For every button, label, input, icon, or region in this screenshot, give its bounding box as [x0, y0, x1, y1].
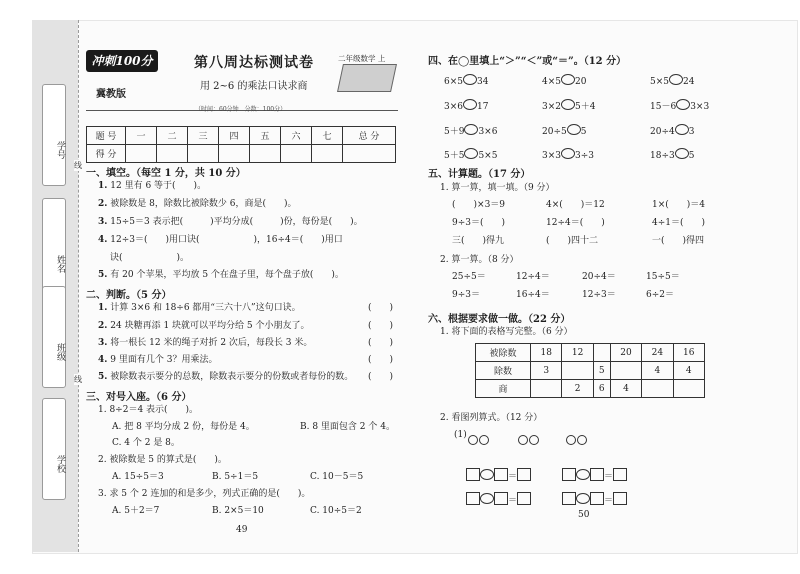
choice-option[interactable]: A. 5＋2＝7 [112, 506, 160, 516]
question-text: 被除数表示要分的总数，除数表示要分的份数或者每份的数。 [110, 372, 354, 382]
number-box-icon[interactable] [590, 492, 604, 505]
question-item [98, 234, 343, 246]
question-item [98, 180, 206, 192]
equation-blank-row[interactable]: ＝ [562, 488, 627, 507]
table-input-cell[interactable] [642, 380, 673, 398]
student-number-tab [42, 84, 66, 186]
table-cell: 被除数 [476, 344, 531, 362]
question-text: 15÷5＝3 表示把( )平均分成( )份，每份是( )。 [110, 217, 363, 227]
fill-in-item[interactable]: ( )×3＝9 [452, 200, 506, 210]
answer-blank[interactable]: ( ) [368, 338, 394, 348]
comparison-right: 5×5 [478, 151, 498, 161]
number-box-icon[interactable] [517, 468, 531, 481]
question-number: 4. [98, 355, 108, 365]
comparison-left: 3×3 [542, 151, 561, 161]
question-text: 有 20 个苹果，平均放 5 个在盘子里，每个盘子放( )。 [110, 270, 344, 280]
comparison-circle-icon[interactable] [669, 74, 683, 85]
comparison-circle-icon[interactable] [675, 124, 689, 135]
comparison-item [542, 148, 594, 162]
table-row [476, 380, 705, 398]
number-box-icon[interactable] [590, 468, 604, 481]
table-input-cell[interactable] [562, 362, 593, 380]
name-label: 姓名 [55, 255, 65, 273]
operator-circle-icon[interactable] [480, 469, 494, 480]
score-input-cell[interactable] [250, 145, 281, 163]
score-table-cell: 二 [157, 127, 188, 145]
table-cell: 16 [673, 344, 704, 362]
choice-option[interactable]: C. 10－5＝5 [310, 472, 364, 482]
question-number: 5. [98, 270, 108, 280]
comparison-right: 20 [575, 77, 587, 87]
comparison-circle-icon[interactable] [567, 124, 581, 135]
table-input-cell[interactable] [531, 380, 562, 398]
comparison-item [444, 148, 497, 162]
question-number: 3. [98, 338, 108, 348]
choice-option[interactable]: B. 5÷1＝5 [212, 472, 259, 482]
page-number: 50 [578, 510, 590, 520]
question-item [98, 198, 296, 210]
division-table [475, 343, 705, 398]
number-box-icon[interactable] [466, 468, 480, 481]
comparison-item [650, 74, 694, 88]
slate-illustration-icon [337, 64, 397, 92]
operator-circle-icon[interactable] [576, 493, 590, 504]
comparison-left: 20÷4 [650, 127, 675, 137]
comparison-left: 6×5 [444, 77, 463, 87]
comparison-right: 3×6 [478, 127, 498, 137]
name-tab [42, 198, 66, 300]
comparison-item [650, 148, 694, 162]
question-text: 9 里面有几个 3？用乘法。 [110, 355, 218, 365]
score-input-cell[interactable] [343, 145, 396, 163]
answer-blank[interactable]: ( ) [368, 372, 394, 382]
question-text: 将一根长 12 米的绳子对折 2 次后，每段长 3 米。 [110, 338, 313, 348]
equation-blank-row[interactable]: ＝ [466, 488, 531, 507]
comparison-right: 3×3 [690, 102, 710, 112]
comparison-right: 17 [477, 102, 489, 112]
fill-in-item[interactable]: 4×( )＝12 [546, 200, 605, 210]
judgement-item [98, 320, 310, 332]
table-cell: 4 [610, 380, 641, 398]
section-6-heading: 六、根据要求做一做。（22 分） [428, 314, 571, 325]
table-cell: 24 [642, 344, 673, 362]
score-table-cell: 得 分 [87, 145, 126, 163]
score-table-score-row [87, 145, 396, 163]
choice-option[interactable]: A. 15÷5＝3 [112, 472, 164, 482]
fill-in-item[interactable]: 一( )得四 [652, 236, 705, 246]
picture-question-label: (1) [454, 430, 467, 440]
cut-line-label: 线 [74, 161, 82, 170]
circle-group-icon [518, 430, 540, 449]
comparison-circle-icon[interactable] [463, 99, 477, 110]
score-input-cell[interactable] [219, 145, 250, 163]
score-table-cell: 四 [219, 127, 250, 145]
section-4-heading: 四、在◯里填上“＞”“＜”或“＝”。（12 分） [428, 56, 627, 67]
calculation-item[interactable]: 15÷5＝ [646, 272, 680, 282]
table-cell: 4 [673, 362, 704, 380]
section-3-heading: 三、对号入座。（6 分） [86, 392, 192, 403]
operator-circle-icon[interactable] [576, 469, 590, 480]
table-cell: 商 [476, 380, 531, 398]
student-number-label: 学号 [55, 141, 65, 159]
edition-label: 冀教版 [96, 89, 126, 100]
section-2-heading: 二、判断。（5 分） [86, 290, 172, 301]
score-table-cell: 六 [281, 127, 312, 145]
question-number: 1. [98, 303, 108, 313]
judgement-item [98, 337, 312, 349]
comparison-circle-icon[interactable] [463, 74, 477, 85]
score-input-cell[interactable] [188, 145, 219, 163]
score-table-cell: 五 [250, 127, 281, 145]
answer-blank[interactable]: ( ) [368, 321, 394, 331]
comparison-right: 5 [580, 127, 587, 137]
choice-question: 3. 求 5 个 2 连加的和是多少，列式正确的是( )。 [98, 489, 311, 499]
score-table-cell: 题 号 [87, 127, 126, 145]
table-input-cell[interactable] [593, 344, 610, 362]
choice-question: 2. 被除数是 5 的算式是( )。 [98, 455, 227, 465]
table-cell: 5 [593, 362, 610, 380]
circle-group-icon [566, 430, 588, 449]
table-input-cell[interactable] [610, 362, 641, 380]
comparison-right: 34 [477, 77, 489, 87]
number-box-icon[interactable] [562, 468, 576, 481]
score-table-cell: 一 [126, 127, 157, 145]
section-1-heading: 一、填空。（每空 1 分，共 10 分） [86, 168, 246, 179]
answer-blank[interactable]: ( ) [368, 303, 394, 313]
score-table-cell: 七 [312, 127, 343, 145]
comparison-circle-icon[interactable] [561, 99, 575, 110]
calculation-item[interactable]: 6÷2＝ [646, 290, 674, 300]
section-5-heading: 五、计算题。（17 分） [428, 169, 531, 180]
fill-in-item[interactable]: 4÷1＝( ) [652, 218, 706, 228]
table-row [476, 362, 705, 380]
question-number: 4. [98, 235, 108, 245]
table-input-cell[interactable] [673, 380, 704, 398]
brand-logo: 冲刺100分 [86, 50, 158, 72]
page-number: 49 [236, 525, 248, 535]
question-item [98, 216, 363, 228]
fill-in-item[interactable]: ( )四十二 [546, 236, 599, 246]
table-cell: 18 [531, 344, 562, 362]
comparison-circle-icon[interactable] [464, 148, 478, 159]
comparison-left: 18÷3 [650, 151, 675, 161]
comparison-item [650, 99, 709, 113]
fill-in-item[interactable]: 12÷4＝( ) [546, 218, 605, 228]
comparison-item [444, 74, 488, 88]
judgement-item [98, 354, 217, 366]
score-table [86, 126, 396, 163]
comparison-circle-icon[interactable] [676, 99, 690, 110]
number-box-icon[interactable] [494, 468, 508, 481]
operator-circle-icon[interactable] [480, 493, 494, 504]
class-tab [42, 286, 66, 388]
grade-tag: 二年级数学 上 [338, 54, 386, 63]
score-table-cell: 三 [188, 127, 219, 145]
comparison-right: 3÷3 [575, 151, 594, 161]
calculation-item[interactable]: 20÷4＝ [582, 272, 616, 282]
fill-in-item[interactable]: 三( )得九 [452, 236, 505, 246]
table-cell: 20 [610, 344, 641, 362]
question-text: 24 块糖再添 1 块就可以平均分给 5 个小朋友了。 [110, 321, 310, 331]
choice-option[interactable]: C. 10÷5＝2 [310, 506, 362, 516]
calculation-item[interactable]: 16÷4＝ [516, 290, 550, 300]
comparison-item [650, 124, 694, 138]
comparison-left: 5×5 [650, 77, 669, 87]
choice-option[interactable]: A. 把 8 平均分成 2 份，每份是 4。 [112, 422, 255, 432]
class-label: 班级 [55, 343, 65, 361]
question-text: 被除数是 8，除数比被除数少 6，商是( )。 [110, 199, 297, 209]
table-row [476, 344, 705, 362]
comparison-circle-icon[interactable] [561, 74, 575, 85]
comparison-circle-icon[interactable] [464, 124, 478, 135]
comparison-right: 5＋4 [575, 102, 596, 112]
number-box-icon[interactable] [466, 492, 480, 505]
score-input-cell[interactable] [281, 145, 312, 163]
comparison-right: 5 [688, 151, 695, 161]
table-cell: 除数 [476, 362, 531, 380]
comparison-left: 4×5 [542, 77, 561, 87]
question-text: 12÷3＝( )用口诀( )，16÷4＝( )用口 [110, 235, 343, 245]
equation-blank-row[interactable]: ＝ [466, 464, 531, 483]
number-box-icon[interactable] [517, 492, 531, 505]
choice-question: 1. 8÷2＝4 表示( )。 [98, 405, 199, 415]
comparison-item [444, 124, 497, 138]
comparison-item [444, 99, 488, 113]
comparison-right: 3 [688, 127, 695, 137]
comparison-circle-icon[interactable] [675, 148, 689, 159]
number-box-icon[interactable] [562, 492, 576, 505]
table-cell: 12 [562, 344, 593, 362]
judgement-item [98, 371, 353, 383]
score-table-header-row [87, 127, 396, 145]
score-input-cell[interactable] [157, 145, 188, 163]
question-number: 3. [98, 217, 108, 227]
comparison-left: 15－6 [650, 102, 677, 112]
table-cell: 2 [562, 380, 593, 398]
number-box-icon[interactable] [494, 492, 508, 505]
question-number: 1. [98, 181, 108, 191]
question-item [98, 269, 344, 281]
table-cell: 6 [593, 380, 610, 398]
comparison-left: 5＋5 [444, 151, 465, 161]
answer-blank[interactable]: ( ) [368, 355, 394, 365]
comparison-left: 3×6 [444, 102, 463, 112]
school-label: 学校 [55, 455, 65, 473]
comparison-left: 20÷5 [542, 127, 567, 137]
question-number: 5. [98, 372, 108, 382]
question-text: 12 里有 6 等于( )。 [110, 181, 207, 191]
judgement-item [98, 302, 301, 314]
comparison-right: 24 [683, 77, 695, 87]
question-continuation: 诀( )。 [110, 253, 190, 263]
comparison-circle-icon[interactable] [561, 148, 575, 159]
equation-blank-row[interactable]: ＝ [562, 464, 627, 483]
time-score-info: （时间：60分钟 分数：100分） [195, 106, 287, 113]
table-cell: 3 [531, 362, 562, 380]
cut-line-label: 线 [74, 375, 82, 384]
score-input-cell[interactable] [312, 145, 343, 163]
choice-option[interactable]: C. 4 个 2 是 8。 [112, 438, 180, 448]
comparison-item [542, 99, 595, 113]
school-tab [42, 398, 66, 500]
calculation-item[interactable]: 12÷4＝ [516, 272, 550, 282]
calculation-item[interactable]: 25÷5＝ [452, 272, 486, 282]
fill-in-item[interactable]: 9÷3＝( ) [452, 218, 506, 228]
test-subtitle: 用 2~6 的乘法口诀求商 [200, 81, 308, 92]
comparison-item [542, 124, 586, 138]
question-number: 2. [98, 321, 108, 331]
fill-in-item[interactable]: 1×( )＝4 [652, 200, 706, 210]
circle-group-icon [468, 430, 490, 449]
question-number: 2. [98, 199, 108, 209]
subquestion-heading: 1. 算一算，填一填。（9 分） [440, 183, 555, 193]
number-box-icon[interactable] [613, 468, 627, 481]
calculation-item[interactable]: 12÷3＝ [582, 290, 616, 300]
comparison-left: 3×2 [542, 102, 561, 112]
subquestion-heading: 1. 将下面的表格写完整。（6 分） [440, 327, 573, 337]
score-input-cell[interactable] [126, 145, 157, 163]
score-table-cell: 总 分 [343, 127, 396, 145]
subquestion-heading: 2. 看图列算式。（12 分） [440, 413, 543, 423]
choice-option[interactable]: B. 8 里面包含 2 个 4。 [300, 422, 395, 432]
comparison-item [542, 74, 586, 88]
number-box-icon[interactable] [613, 492, 627, 505]
subquestion-heading: 2. 算一算。（8 分） [440, 255, 519, 265]
comparison-left: 5＋9 [444, 127, 465, 137]
calculation-item[interactable]: 9÷3＝ [452, 290, 480, 300]
question-text: 计算 3×6 和 18÷6 都用“三六十八”这句口诀。 [110, 303, 301, 313]
cut-line [78, 20, 79, 552]
table-cell: 4 [642, 362, 673, 380]
choice-option[interactable]: B. 2×5＝10 [212, 506, 264, 516]
test-title: 第八周达标测试卷 [194, 55, 314, 71]
